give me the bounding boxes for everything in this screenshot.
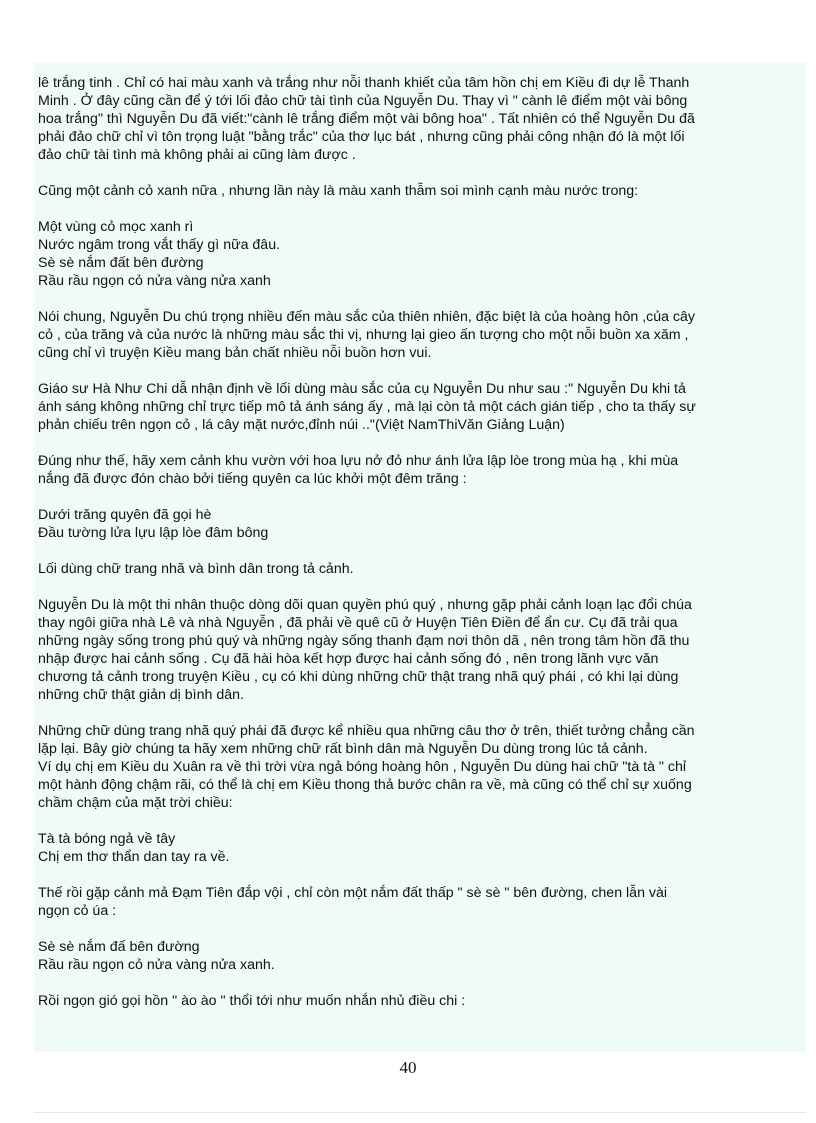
paragraph (38, 722, 804, 812)
text-line: chầm chậm của mặt trời chiều: (38, 795, 233, 811)
text-line: Đầu tường lửa lựu lập lòe đâm bông (38, 525, 269, 541)
paragraph-gap (38, 362, 804, 380)
text-line: thay ngôi giữa nhà Lê và nhà Nguyễn , đã phải về quê cũ ở Huyện Tiên Điền để ẩn cư. Cụ đã trải qua (38, 615, 678, 631)
text-line: những ngày sống trong phú quý và những ngày sống thanh đạm nơi thôn dã , nên trong tâm hồn đã thu (38, 633, 690, 649)
text-line: Sè sè nắm đất bên đường (38, 255, 204, 271)
text-line: lặp lại. Bây giờ chúng ta hãy xem những chữ rất bình dân mà Nguyễn Du dùng trong lúc tả cảnh. (38, 741, 648, 757)
paragraph-gap (38, 866, 804, 884)
text-line: Đúng như thế, hãy xem cảnh khu vườn với hoa lựu nở đỏ như ánh lửa lập lòe trong mùa hạ , khi mùa (38, 453, 679, 469)
text-line: cũng chỉ vì truyện Kiều mang bản chất nhiều nỗi buồn hơn vui. (38, 345, 432, 361)
text-line: Minh . Ở đây cũng cần để ý tới lối đảo chữ tài tình của Nguyễn Du. Thay vì " cành lê điểm một vài bông (38, 93, 688, 109)
text-line: Rồi ngọn gió gọi hồn " ào ào " thổi tới như muốn nhắn nhủ điều chi : (38, 993, 466, 1009)
text-line: Nguyễn Du là một thi nhân thuộc dòng dõi quan quyền phú quý , nhưng gặp phải cảnh loạn lạc đổi chúa (38, 597, 692, 613)
page-bottom-rule (34, 1112, 806, 1113)
paragraph-gap (38, 812, 804, 830)
document-body (38, 74, 804, 1010)
paragraph (38, 938, 804, 974)
text-line: Những chữ dùng trang nhã quý phái đã được kể nhiều qua những câu thơ ở trên, thiết tưởng chẳng cần (38, 723, 695, 739)
paragraph-gap (38, 164, 804, 182)
text-line: cỏ , của trăng và của nước là những màu sắc thi vị, nhưng lại gieo ấn tượng cho một nỗi buồn xa xăm , (38, 327, 689, 343)
paragraph (38, 830, 804, 866)
text-line: Nói chung, Nguyễn Du chú trọng nhiều đến màu sắc của thiên nhiên, đặc biệt là của hoàng hôn ,của cây (38, 309, 696, 325)
paragraph (38, 506, 804, 542)
text-line: phải đảo chữ chỉ vì tôn trọng luật "bằng trắc" của thơ lục bát , nhưng cũng phải công nhận đó là một lối (38, 129, 685, 145)
paragraph (38, 992, 804, 1010)
text-line: những chữ thật giản dị bình dân. (38, 687, 244, 703)
paragraph (38, 308, 804, 362)
page-number: 40 (399, 1058, 417, 1077)
paragraph (38, 182, 804, 200)
text-line: Sè sè nắm đấ bên đường (38, 939, 200, 955)
paragraph (38, 74, 804, 164)
text-line: Ví dụ chị em Kiều du Xuân ra về thì trời vừa ngả bóng hoàng hôn , Nguyễn Du dùng hai chữ "tà tà " chỉ (38, 759, 687, 775)
paragraph-gap (38, 434, 804, 452)
text-line: Thế rồi gặp cảnh mả Đạm Tiên đắp vội , chỉ còn một nắm đất thấp " sè sè " bên đường, chen lẫn vài (38, 885, 668, 901)
text-line: lê trắng tinh . Chỉ có hai màu xanh và trắng như nỗi thanh khiết của tâm hồn chị em Kiều đi dự lễ Thanh (38, 75, 690, 91)
paragraph (38, 218, 804, 290)
paragraph (38, 596, 804, 704)
text-line: ngọn cỏ úa : (38, 903, 117, 919)
paragraph-gap (38, 920, 804, 938)
paragraph-gap (38, 542, 804, 560)
text-line: Giáo sư Hà Như Chi dẫ nhận định về lối dùng màu sắc của cụ Nguyễn Du như sau :" Nguyễn Du khi tả (38, 381, 686, 397)
paragraph-gap (38, 290, 804, 308)
text-line: chương tả cảnh trong truyện Kiều , cụ có khi dùng những chữ thật trang nhã quý phái , có khi lại dùng (38, 669, 679, 685)
text-line: ánh sáng không những chỉ trực tiếp mô tả ánh sáng ấy , mà lại còn tả một cách gián tiếp , cho ta thấy sự (38, 399, 696, 415)
text-line: Chị em thơ thẩn dan tay ra về. (38, 849, 230, 865)
paragraph-gap (38, 974, 804, 992)
text-line: phản chiếu trên ngọn cỏ , lá cây mặt nước,đỉnh núi .."(Việt NamThiVăn Giảng Luận) (38, 417, 565, 433)
text-line: một hành động chậm rãi, có thể là chị em Kiều thong thả bước chân ra về, mà cũng có thể chỉ sự xuống (38, 777, 692, 793)
paragraph-gap (38, 578, 804, 596)
paragraph (38, 560, 804, 578)
paragraph-gap (38, 704, 804, 722)
paragraph-gap (38, 200, 804, 218)
text-line: Lối dùng chữ trang nhã và bình dân trong tả cảnh. (38, 561, 354, 577)
text-line: hoa trắng" thì Nguyễn Du đã viết:"cành lê trắng điểm một vài bông hoa" . Tất nhiên có thể Nguyễn Du đã (38, 111, 695, 127)
text-line: Rầu rầu ngọn cỏ nửa vàng nửa xanh (38, 273, 271, 289)
paragraph (38, 380, 804, 434)
text-line: Nước ngâm trong vắt thấy gì nữa đâu. (38, 237, 281, 253)
paragraph-gap (38, 488, 804, 506)
paragraph (38, 884, 804, 920)
text-line: Một vùng cỏ mọc xanh rì (38, 219, 194, 235)
text-line: Rầu rầu ngọn cỏ nửa vàng nửa xanh. (38, 957, 275, 973)
text-line: Cũng một cảnh cỏ xanh nữa , nhưng lần này là màu xanh thẫm soi mình cạnh màu nước trong: (38, 183, 639, 199)
text-line: Dưới trăng quyên đã gọi hè (38, 507, 212, 523)
paragraph (38, 452, 804, 488)
text-line: đảo chữ tài tình mà không phải ai cũng làm được . (38, 147, 356, 163)
text-line: nhập được hai cảnh sống . Cụ đã hài hòa kết hợp được hai cảnh sống đó , nên trong lãnh vực văn (38, 651, 659, 667)
text-line: nắng đã được đón chào bởi tiếng quyên ca lúc khởi một đêm trăng : (38, 471, 467, 487)
text-line: Tà tà bóng ngả về tây (38, 831, 176, 847)
